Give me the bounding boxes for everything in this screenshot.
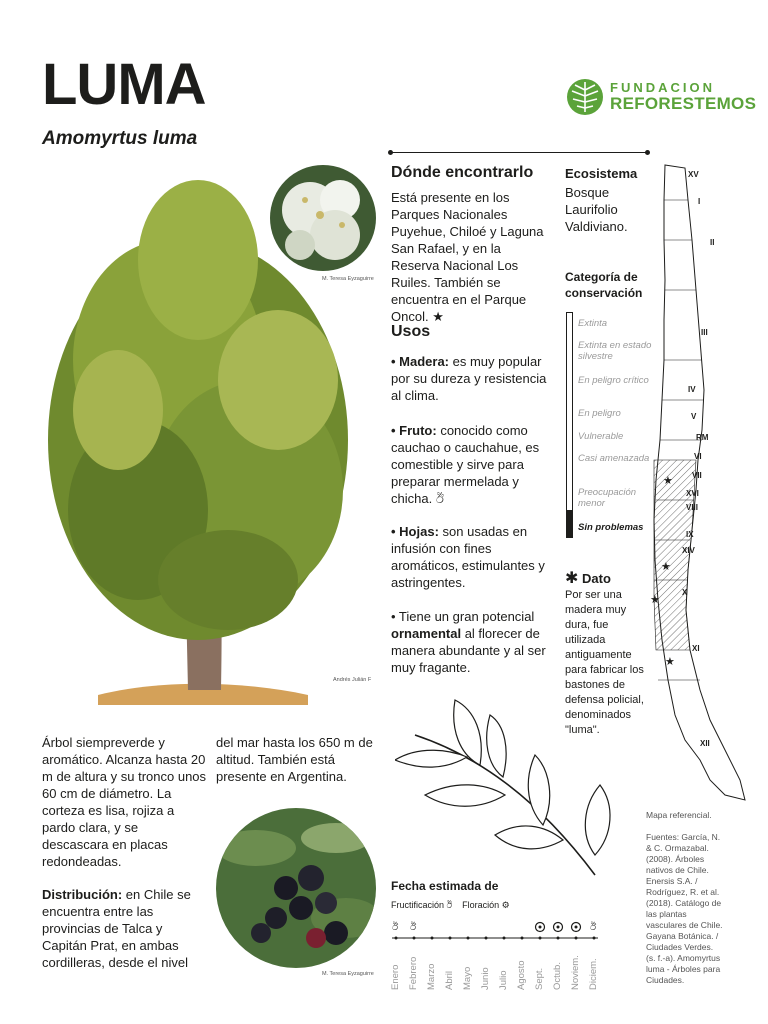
conservation-level-near-threatened: Casi amenazada xyxy=(578,453,650,464)
month-tick xyxy=(431,937,434,940)
ornamental-bold: ornamental xyxy=(391,626,462,641)
region-label-ix: IX xyxy=(686,530,694,539)
use-label-leaves: • Hojas: xyxy=(391,524,439,539)
page-title: LUMA xyxy=(42,52,206,117)
month-label: Febrero xyxy=(408,956,419,990)
ecosystem-text: Bosque Laurifolio Valdiviano. xyxy=(565,185,628,234)
region-label-xii: XII xyxy=(700,739,710,748)
month-label: Diciem. xyxy=(588,958,599,990)
leaf-logo-icon xyxy=(566,78,604,116)
conservation-level-critical: En peligro crítico xyxy=(578,375,649,386)
month-tick xyxy=(593,937,596,940)
region-label-iv: IV xyxy=(688,385,696,394)
use-text-fruit: conocido como cauchao o cauchahue, es comestible y sirve para preparar mermelada y chicha. xyxy=(391,423,540,506)
month-label: Julio xyxy=(498,970,509,990)
flowering-marker-center xyxy=(539,926,542,929)
where-text: Está presente en los Parques Nacionales Puyehue, Chiloé y Laguna San Rafael, y en la Reserva Nacional Los Ruiles. También se encuentra en el Parque Oncol. xyxy=(391,190,544,324)
scientific-name: Amomyrtus luma xyxy=(42,128,198,149)
month-tick xyxy=(521,937,524,940)
distribution-label: Distribución: xyxy=(42,887,123,902)
month-tick xyxy=(503,937,506,940)
svg-text:★: ★ xyxy=(661,561,671,573)
use-label-wood: • Madera: xyxy=(391,354,450,369)
region-label-xv: XV xyxy=(688,170,699,179)
region-label-x: X xyxy=(682,588,688,597)
flower-photo xyxy=(270,165,376,271)
use-item-fruit xyxy=(391,422,551,507)
fundacion-reforestemos-logo xyxy=(566,78,757,118)
region-label-viii: VIII xyxy=(686,503,699,512)
fact-text: Por ser una madera muy dura, fue utilizada antiguamente para fabricar los bastones de defensa policial, denominados "luma". xyxy=(565,589,644,736)
region-label-xi: XI xyxy=(692,644,700,653)
month-label: Agosto xyxy=(516,960,527,990)
fruiting-marker: ඊ xyxy=(590,922,597,933)
uses-title: Usos xyxy=(391,323,431,340)
conservation-level-vulnerable: Vulnerable xyxy=(578,431,624,442)
star-icon: ★ xyxy=(432,309,444,324)
month-tick xyxy=(485,937,488,940)
fruiting-marker: ඊ xyxy=(410,922,417,933)
tree-credit: Andrés Julián F xyxy=(333,677,372,683)
conservation-level-extinct: Extinta xyxy=(578,318,608,329)
distribution-text: en Chile se encuentra entre las provincias de Talca y Capitán Prat, en ambas cordilleras, desde el nivel xyxy=(42,887,191,970)
month-label: Sept. xyxy=(534,967,545,990)
calendar-timeline xyxy=(388,918,608,942)
use-text-leaves: son usadas en infusión con fines aromáticos, estimulantes y astringentes. xyxy=(391,524,545,590)
month-label: Octub. xyxy=(552,962,563,990)
use-item-wood xyxy=(391,353,551,404)
conservation-level-least-concern: Preocupación menor xyxy=(578,487,637,509)
ornamental-post: al florecer de manera abundante y al ser muy fragante. xyxy=(391,626,546,675)
map-caption: Mapa referencial. xyxy=(646,810,712,820)
month-tick xyxy=(539,937,542,940)
month-label: Abril xyxy=(444,970,455,990)
conservation-title: Categoría de conservación xyxy=(565,270,643,300)
ecosystem-title: Ecosistema xyxy=(565,166,638,181)
use-text-wood: es muy popular por su dureza y resistencia al clima. xyxy=(391,354,547,403)
logo-top-text: FUNDACION xyxy=(610,80,715,95)
calendar-legend xyxy=(391,900,510,911)
flower-icon: ⚙ xyxy=(501,900,510,910)
flowering-marker-center xyxy=(557,926,560,929)
month-tick xyxy=(575,937,578,940)
month-tick xyxy=(413,937,416,940)
region-label-vi: VI xyxy=(694,452,702,461)
conservation-scale-bar xyxy=(566,312,573,538)
distribution-paragraph xyxy=(42,886,207,971)
logo-bottom-text: REFORESTEMOS xyxy=(610,94,757,113)
fact-title: Dato xyxy=(582,571,611,586)
fruiting-marker: ඊ xyxy=(392,922,399,933)
use-item-leaves xyxy=(391,523,551,591)
where-paragraph xyxy=(391,189,551,325)
calendar-title: Fecha estimada de xyxy=(391,879,499,893)
conservation-level-endangered: En peligro xyxy=(578,408,621,419)
berries-photo xyxy=(216,808,376,968)
month-label: Junio xyxy=(480,967,491,990)
asterisk-icon: ✱ xyxy=(565,570,579,587)
fruit-icon: ඊ xyxy=(446,900,453,910)
month-label: Enero xyxy=(390,964,401,990)
fact-title-row xyxy=(565,568,611,588)
month-tick xyxy=(467,937,470,940)
flower-credit: M. Teresa Eyzaguirre xyxy=(322,276,374,282)
sources-text: Fuentes: García, N. & C. Ormazabal. (2008). Árboles nativos de Chile. Enersis S.A. / Rodríguez, R. et al. (2018). Catálogo de las plantas vasculares de Chile. Gayana Botánica. / Ciudades Verdes. (s. f.-a). Amomyrtus luma - Árboles para Ciudades. xyxy=(646,832,723,985)
region-label-iii: III xyxy=(701,328,708,337)
legend-fruiting: Fructificación xyxy=(391,900,445,910)
month-tick xyxy=(449,937,452,940)
svg-text:★: ★ xyxy=(663,475,673,487)
region-label-xvi: XVI xyxy=(686,489,699,498)
description-continuation: del mar hasta los 650 m de altitud. También está presente en Argentina. xyxy=(216,735,373,784)
berries-credit: M. Teresa Eyzaguirre xyxy=(322,971,374,977)
where-title: Dónde encontrarlo xyxy=(391,164,534,181)
description-intro: Árbol siempreverde y aromático. Alcanza hasta 20 m de altura y su tronco unos 60 cm de diámetro. La corteza es lisa, rojiza a pardo clara, y se descascara en placas redondeadas. xyxy=(42,735,207,869)
fruit-icon: ඊ xyxy=(435,491,444,506)
flowering-marker-center xyxy=(575,926,578,929)
region-label-i: I xyxy=(698,197,701,206)
month-label: Noviem. xyxy=(570,955,581,990)
legend-flowering: Floración xyxy=(462,900,500,910)
region-label-rm: RM xyxy=(696,433,709,442)
ornamental-pre: • Tiene un gran potencial xyxy=(391,609,535,624)
region-label-xiv: XIV xyxy=(682,546,695,555)
month-tick xyxy=(557,937,560,940)
month-tick xyxy=(395,937,398,940)
use-label-fruit: • Fruto: xyxy=(391,423,437,438)
region-label-v: V xyxy=(691,412,697,421)
leaf-branch-drawing xyxy=(395,685,635,885)
month-label: Mayo xyxy=(462,966,473,990)
svg-text:★: ★ xyxy=(650,594,660,606)
divider-dot-left xyxy=(388,150,393,155)
top-divider xyxy=(390,152,648,153)
conservation-level-no-problems: Sin problemas xyxy=(578,522,644,533)
conservation-scale-fill xyxy=(566,510,573,538)
divider-dot-right xyxy=(645,150,650,155)
use-item-ornamental xyxy=(391,608,551,676)
region-label-vii: VII xyxy=(692,471,702,480)
region-label-ii: II xyxy=(710,238,715,247)
conservation-level-extinct-wild: Extinta en estado silvestre xyxy=(578,340,652,362)
month-label: Marzo xyxy=(426,963,437,990)
svg-text:★: ★ xyxy=(665,656,675,668)
